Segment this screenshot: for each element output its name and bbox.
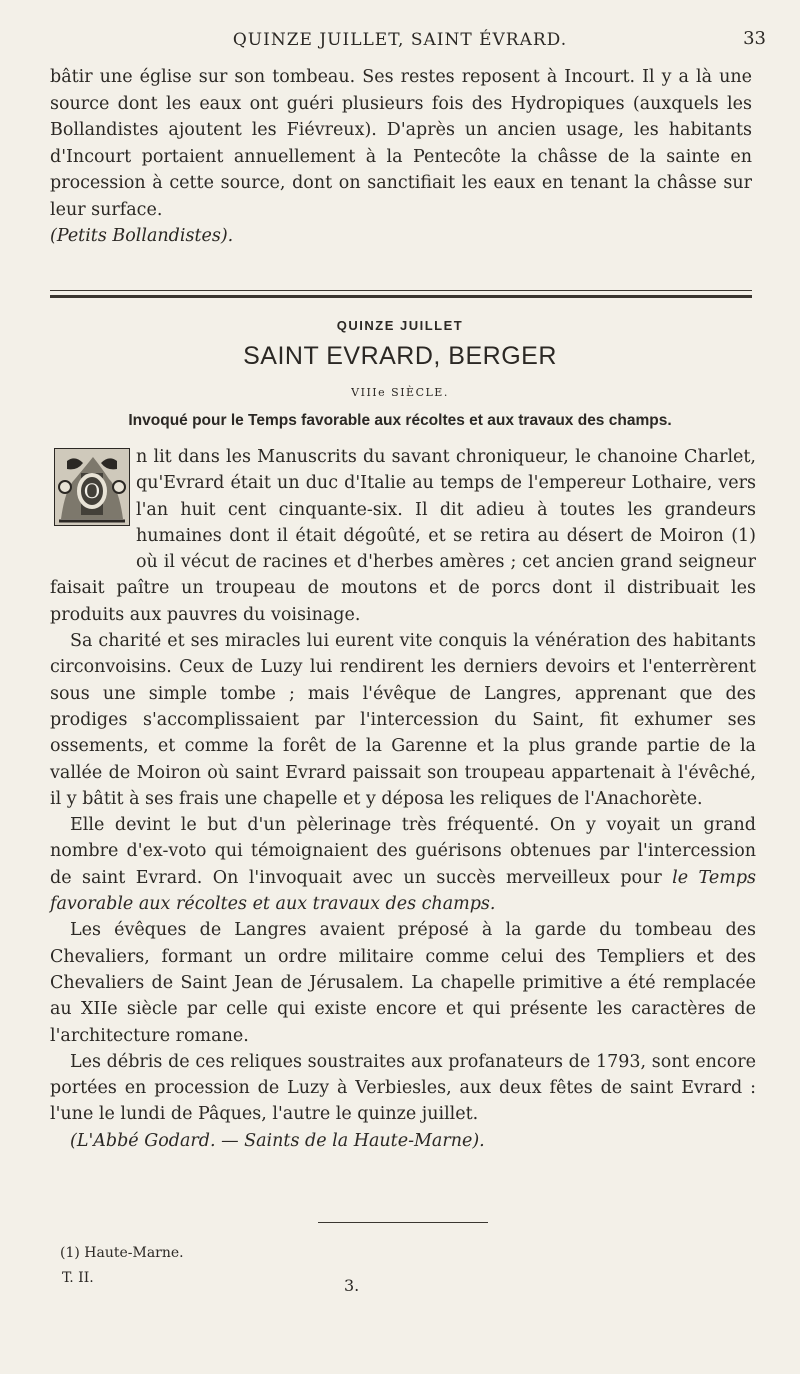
entry-day: QUINZE JUILLET [336,318,464,333]
paragraph: Les débris de ces reliques soustraites aux profanateurs de 1793, sont encore portées en procession de Luzy à Verbiesles, aux deux fêtes de saint Evrard : l'une le lundi de Pâques, l'autre le quinze juillet. [50,1051,756,1125]
previous-entry [50,64,752,250]
volume-mark: T. II. [62,1270,94,1286]
paragraph: Sa charité et ses miracles lui eurent vite conquis la vénération des habitants circonvoisins. Ceux de Luzy lui rendirent les derniers devoirs et l'enterrèrent sous une simple tombe ; mais l'évêque de Langres, apprenant que des prodiges s'accomplissaient par l'intercession du Saint, fit exhumer ses ossements, et comme la forêt de la Garenne et la plus grande partie de la vallée de Moiron où saint Evrard paissait son troupeau appartenait à l'évêché, il y bâtit à ses frais une chapelle et y déposa les reliques de l'Anachorète. [50,631,756,809]
entry-title: SAINT EVRARD, BERGER [243,342,557,370]
footnote-divider [318,1222,488,1223]
entry-invocation: Invoqué pour le Temps favorable aux récoltes et aux travaux des champs. [128,412,672,429]
section-divider-thin [50,290,752,291]
signature-mark: 3. [344,1276,360,1295]
entry-century: VIIIe SIÈCLE. [351,386,449,399]
paragraph-text: Elle devint le but d'un pèlerinage très fréquenté. On y voyait un grand nombre d'ex-voto qui témoignaient des guérisons obtenues par l'intercession de saint Evrard. On l'invoquait avec un succès merveilleux pour [50,815,756,888]
entry-body [50,444,756,1154]
previous-entry-text: bâtir une église sur son tombeau. Ses restes reposent à Incourt. Il y a là une source dont les eaux ont guéri plusieurs fois des Hydropiques (auxquels les Bollandistes ajoutent les Fiévreux). D'après un ancien usage, les habitants d'Incourt portaient annuellement à la Pentecôte la châsse de la sainte en procession à cette source, dont on sanctifiait les eaux en tenant la châsse sur leur surface. [50,67,752,220]
running-title: QUINZE JUILLET, SAINT ÉVRARD. [232,30,568,50]
paragraph: n lit dans les Manuscrits du savant chroniqueur, le chanoine Charlet, qu'Evrard était un duc d'Italie au temps de l'empereur Lothaire, vers l'an huit cent cinquante-six. Il dit adieu à toutes les grandeurs humaines dont il était dégoûté, et se retira au désert de Moiron (1) où il vécut de racines et d'herbes amères ; cet ancien grand seigneur faisait paître un troupeau de moutons et de porcs dont il distribuait les produits aux pauvres du voisinage. [50,447,756,625]
section-divider-thick [50,295,752,298]
paragraph: Les évêques de Langres avaient préposé à la garde du tombeau des Chevaliers, formant un ordre militaire comme celui des Templiers et des Chevaliers de Saint Jean de Jérusalem. La chapelle primitive a été remplacée au XIIe siècle par celle qui existe encore et qui présente les caractères de l'architecture romane. [50,920,756,1046]
previous-entry-source: (Petits Bollandistes). [50,226,234,246]
footnote: (1) Haute-Marne. [60,1245,184,1261]
page-number: 33 [743,28,766,49]
initial-letter: O [83,479,101,503]
entry-source: (L'Abbé Godard. — Saints de la Haute-Marne). [70,1130,485,1151]
paragraph [50,812,756,917]
initial-space [50,444,136,574]
paragraph-emphasis: le Temps favorable aux récoltes et aux travaux des champs. [50,867,756,915]
